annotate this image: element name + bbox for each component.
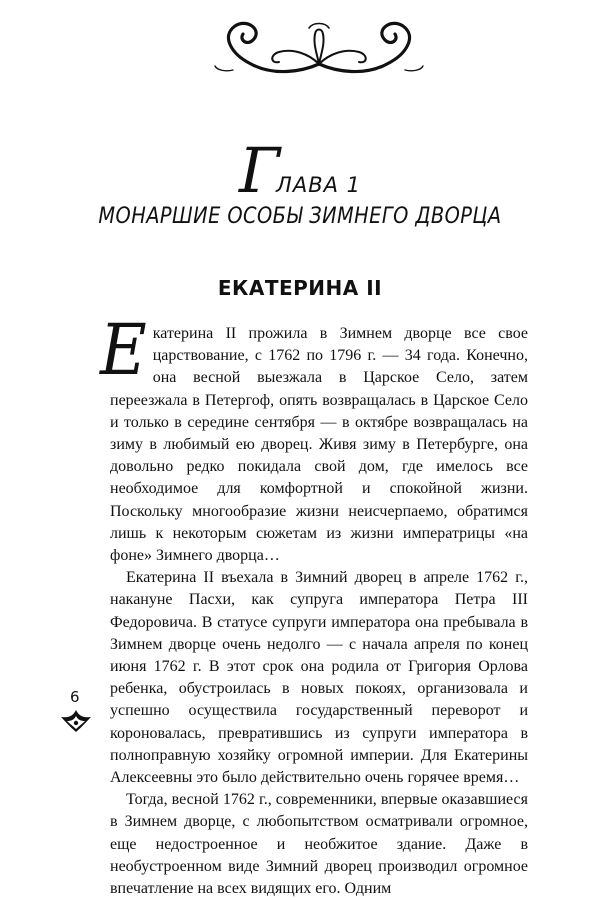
paragraph-text: катерина II прожила в Зимнем дворце все свое царствование, с 1762 по 1796 г. — 34 года. Конечно, она весной выезжала в Царское Село, затем переезжала в Петергоф, опять возвращалась в Царское Село и только в середине сентября — в октябре возвращалась на зиму в любимый ею дворец. Живя зиму в Петербурге, она довольно редко покидала свой дом, где имелось все необходимое для комфортной и спокойной жизни. Поскольку многообразие жизни неисчерпаемо, обратимся лишь к некоторым сюжетам из жизни императрицы «на фоне» Зимнего дворца… xyxy=(110,325,528,565)
paragraph: Екатерина II въехала в Зимний дворец в апреле 1762 г., накануне Пасхи, как супруга императора Петра III Федоровича. В статусе супруги императора она пребывала в Зимнем дворце очень недолго — с начала апреля по конец июня 1762 г. В этот срок она родила от Григория Орлова ребенка, обустроилась в новых покоях, организовала и успешно осуществила государственный переворот и короновалась, превратившись из супруги императора в полноправную хозяйку огромной империи. Для Екатерины Алексеевны это было действительно очень горячее время… xyxy=(110,569,528,787)
drop-cap: Е xyxy=(100,310,147,392)
section-title: ЕКАТЕРИНА II xyxy=(217,276,383,300)
chapter-initial: Г xyxy=(238,134,279,207)
chapter-word: ЛАВА 1 xyxy=(276,173,362,197)
chapter-title: МОНАРШИЕ ОСОБЫ ЗИМНЕГО ДВОРЦА xyxy=(98,204,502,229)
paragraph: Тогда, весной 1762 г., современники, впервые оказавшиеся в Зимнем дворце, с любопытством осматривали огромное, еще недостроенное и необжитое здание. Даже в необустроенном виде Зимний дворец производил огромное впечатление на всех видящих его. Одним xyxy=(110,791,528,898)
chapter-heading xyxy=(0,134,600,229)
page-number: 6 xyxy=(70,688,80,706)
fleuron-icon xyxy=(57,708,95,734)
body-text xyxy=(100,310,528,900)
chapter-number xyxy=(0,134,600,207)
ornament-flourish-icon xyxy=(213,14,425,78)
paragraph xyxy=(100,310,528,567)
